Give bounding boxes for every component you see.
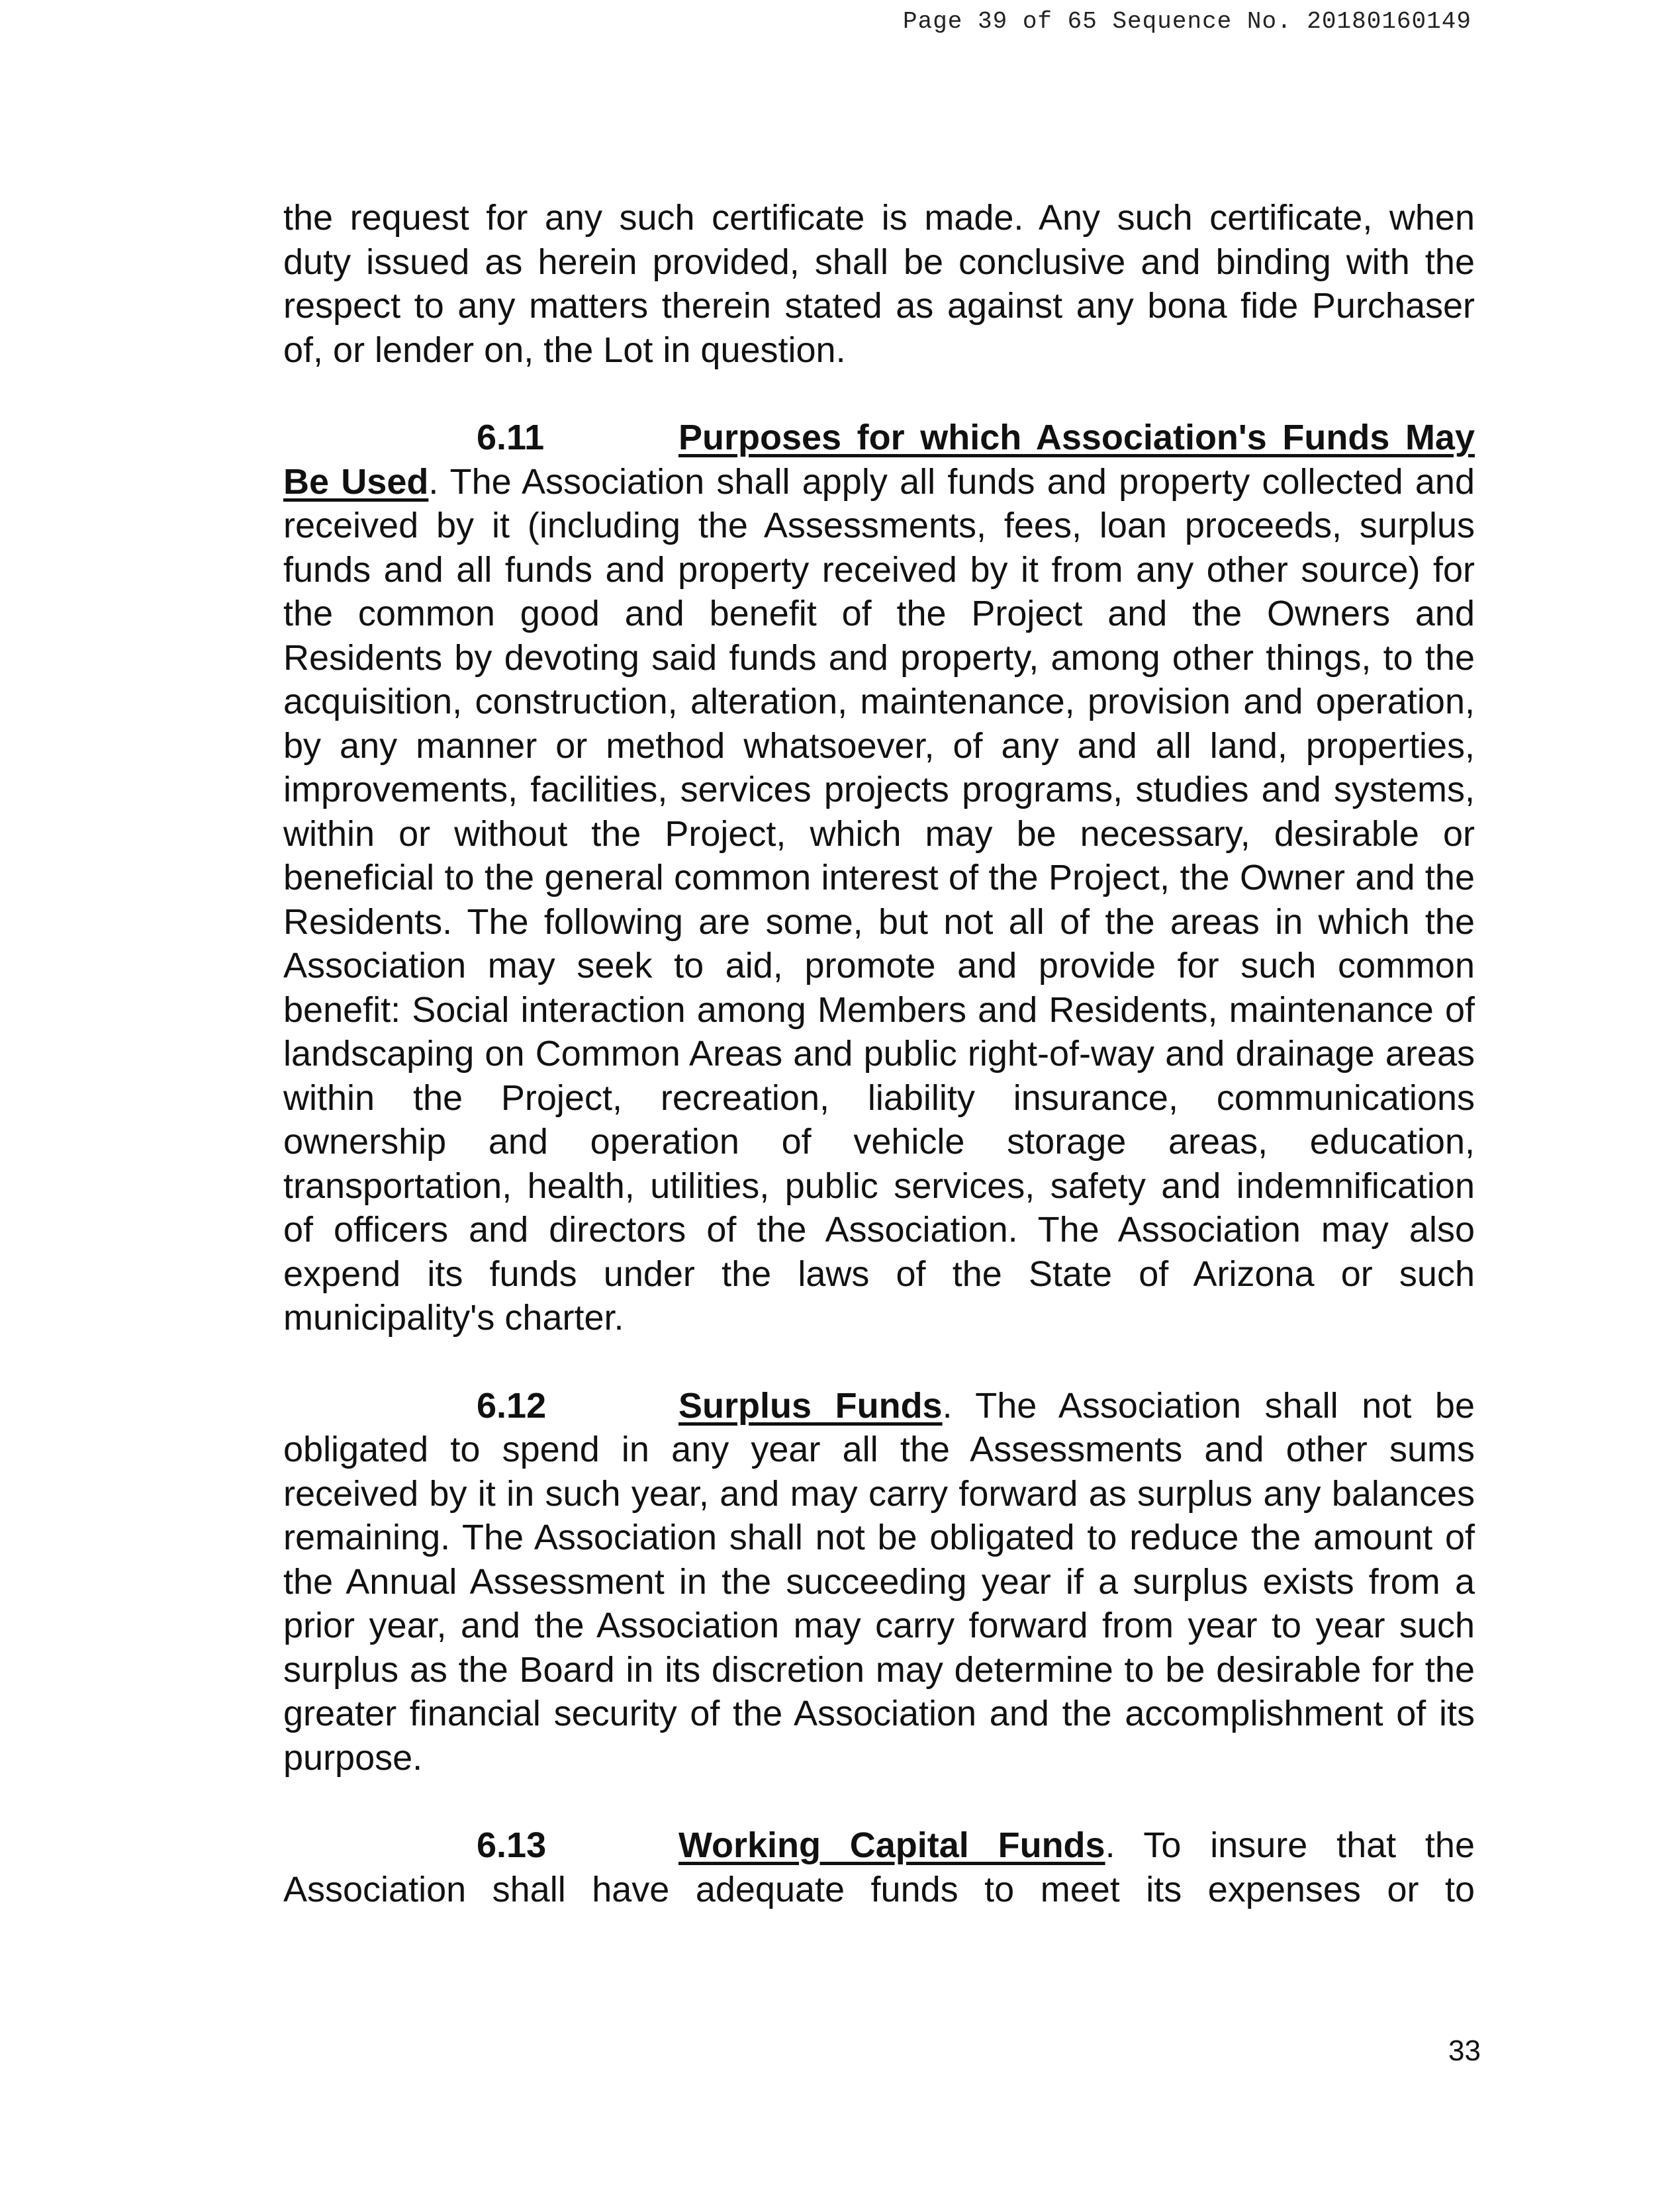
section-title-period: .: [428, 461, 439, 502]
document-body: [283, 196, 1475, 1911]
page-number: 33: [1448, 2035, 1481, 2067]
section-title: Surplus Funds: [678, 1385, 943, 1426]
section-number: 6.12: [477, 1385, 547, 1426]
section-number: 6.13: [477, 1825, 547, 1865]
section-body: The Association shall apply all funds and property collected and received by it (including the Assessments, fees, loan proceeds, surplus funds and all funds and property received by it from any other source) for the common good and benefit of the Project and the Owners and Residents by devoting said funds and property, among other things, to the acquisition, construction, alteration, maintenance, provision and operation, by any manner or method whatsoever, of any and all land, properties, improvements, facilities, services projects programs, studies and systems, within or without the Project, which may be necessary, desirable or beneficial to the general common interest of the Project, the Owner and the Residents. The following are some, but not all of the areas in which the Association may seek to aid, promote and provide for such common benefit: Social interaction among Members and Residents, maintenance of landscaping on Common Areas and public right-of-way and drainage areas within the Project, recreation, liability insurance, communications ownership and operation of vehicle storage areas, education, transportation, health, utilities, public services, safety and indemnification of officers and directors of the Association. The Association may also expend its funds under the laws of the State of Arizona or such municipality's charter.: [283, 461, 1475, 1338]
section-title: Working Capital Funds: [678, 1825, 1105, 1865]
paragraph-continuation: the request for any such certificate is made. Any such certificate, when duty issued as herein provided, shall be conclusive and binding with the respect to any matters therein stated as against any bona fide Purchaser of, or lender on, the Lot in question.: [283, 198, 1475, 370]
section-title-period: .: [1105, 1825, 1115, 1865]
section-6-13: [283, 1823, 1475, 1911]
section-body: To insure that the Association shall have adequate funds to meet its expenses or to: [283, 1825, 1475, 1909]
page-header: Page 39 of 65 Sequence No. 20180160149: [903, 8, 1471, 35]
section-title: Purposes for which Association's Funds May Be Used: [283, 418, 1475, 502]
section-body: The Association shall not be obligated to spend in any year all the Assessments and other sums received by it in such year, and may carry forward as surplus any balances remaining. The Association shall not be obligated to reduce the amount of the Annual Assessment in the succeeding year if a surplus exists from a prior year, and the Association may carry forward from year to year such surplus as the Board in its discretion may determine to be desirable for the greater financial security of the Association and the accomplishment of its purpose.: [283, 1385, 1475, 1778]
section-number: 6.11: [477, 418, 545, 457]
section-6-11: [283, 416, 1475, 1340]
section-6-12: [283, 1384, 1475, 1780]
section-title-period: .: [942, 1385, 953, 1426]
